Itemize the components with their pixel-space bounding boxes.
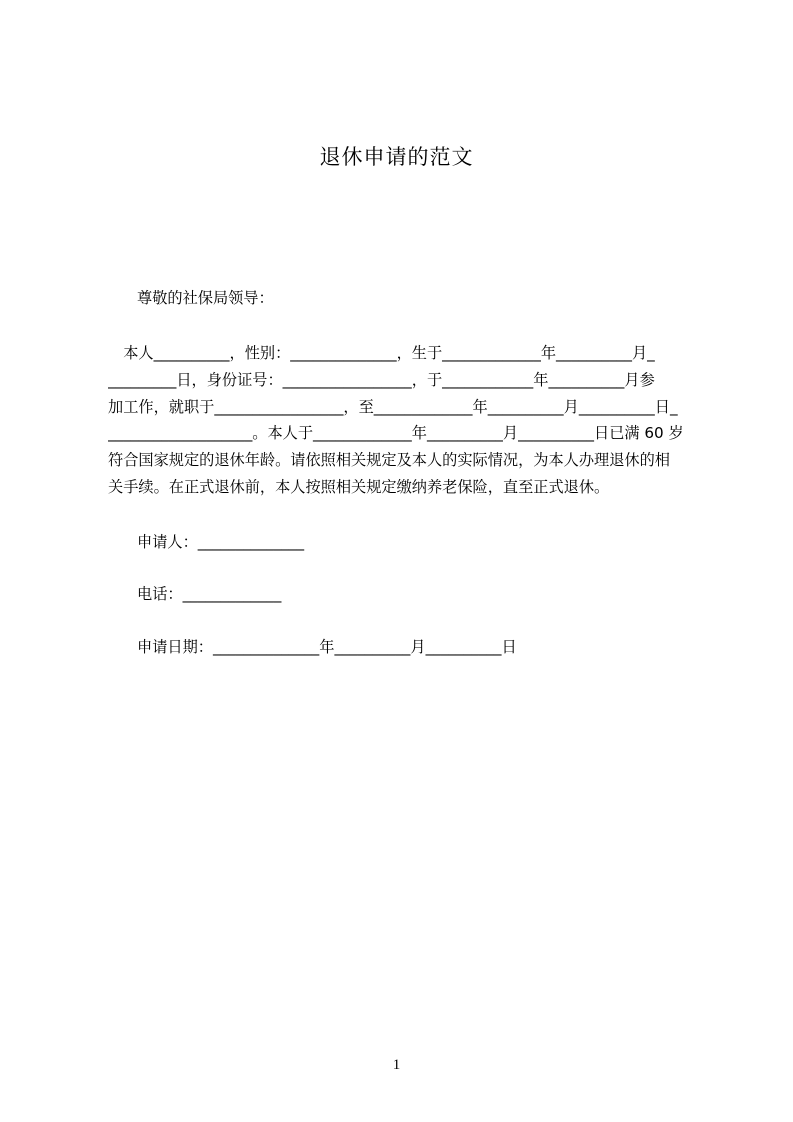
body-paragraph-line: 本人__________，性别：______________，生于_____________年__________月_	[108, 344, 655, 362]
phone-line: 电话：_____________	[137, 585, 282, 603]
body-paragraph-line: 加工作，就职于_________________，至_____________年__________月__________日_	[108, 398, 678, 416]
applicant-signature-line: 申请人：______________	[137, 533, 305, 551]
body-paragraph-line: 符合国家规定的退休年龄。请依照相关规定及本人的实际情况，为本人办理退休的相	[108, 451, 670, 469]
body-paragraph-line: ___________________。本人于_____________年__________月__________日已满 60 岁	[108, 424, 684, 442]
body-paragraph-line: 关手续。在正式退休前，本人按照相关规定缴纳养老保险，直至正式退休。	[108, 478, 610, 496]
application-date-line: 申请日期：______________年__________月__________日	[137, 638, 517, 656]
page-number: 1	[392, 1057, 401, 1073]
greeting-line: 尊敬的社保局领导：	[137, 289, 274, 307]
body-paragraph-line: _________日，身份证号：_________________，于____________年__________月参	[108, 371, 655, 389]
document-title: 退休申请的范文	[319, 145, 474, 169]
